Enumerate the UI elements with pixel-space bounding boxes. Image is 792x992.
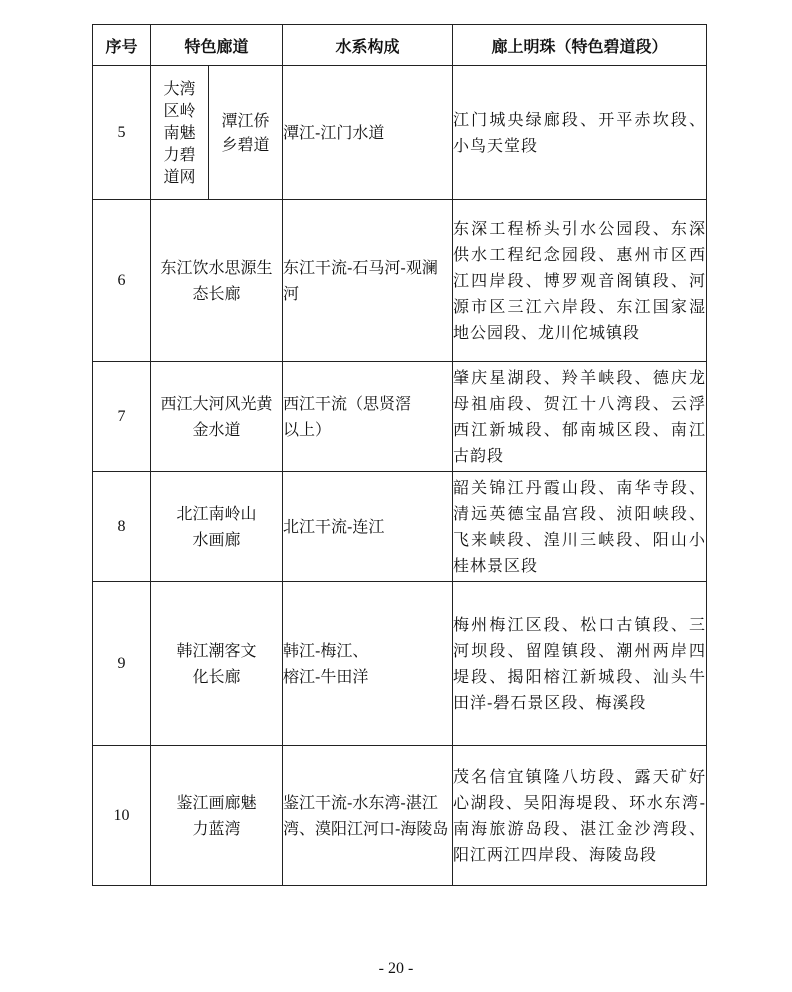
- corridor-name-text: 东江饮水思源生态长廊: [160, 257, 273, 303]
- page-number: - 20 -: [378, 960, 414, 977]
- row-number: 7: [93, 362, 151, 472]
- corridor-name: [151, 746, 283, 886]
- pearl-sections: 韶关锦江丹霞山段、南华寺段、清远英德宝晶宫段、浈阳峡段、飞来峡段、湟川三峡段、阳山小桂林景区段: [453, 472, 707, 582]
- table-row: [93, 200, 707, 362]
- corridor-name-text: 大湾区岭南魅力碧道网: [163, 78, 196, 186]
- water-system: 鉴江干流-水东湾-湛江湾、漠阳江河口-海陵岛: [283, 746, 453, 886]
- row-number: 8: [93, 472, 151, 582]
- water-system: 东江干流-石马河-观澜河: [283, 200, 453, 362]
- header-pearls: 廊上明珠（特色碧道段）: [453, 25, 707, 66]
- row-number: 9: [93, 582, 151, 746]
- corridor-name-text: 北江南岭山水画廊: [176, 503, 257, 549]
- water-system: [283, 362, 453, 472]
- corridor-name-text: 韩江潮客文化长廊: [176, 640, 257, 686]
- corridor-name: [151, 472, 283, 582]
- table-row: [93, 66, 707, 200]
- water-system: 潭江-江门水道: [283, 66, 453, 200]
- water-system-text: 韩江-梅江、榕江-牛田洋: [283, 640, 369, 686]
- pearl-sections: 江门城央绿廊段、开平赤坎段、小鸟天堂段: [453, 66, 707, 200]
- corridor-name: [151, 66, 209, 200]
- corridor-name: [151, 582, 283, 746]
- sub-corridor-name-text: 潭江侨乡碧道: [221, 110, 270, 154]
- row-number: 10: [93, 746, 151, 886]
- pearl-sections: 东深工程桥头引水公园段、东深供水工程纪念园段、惠州市区西江四岸段、博罗观音阁镇段、河源市区三江六岸段、东江国家湿地公园段、龙川佗城镇段: [453, 200, 707, 362]
- table-header-row: [93, 25, 707, 66]
- corridor-name: [151, 362, 283, 472]
- pearl-sections: 肇庆星湖段、羚羊峡段、德庆龙母祖庙段、贺江十八湾段、云浮西江新城段、郁南城区段、南江古韵段: [453, 362, 707, 472]
- table-row: [93, 472, 707, 582]
- row-number: 6: [93, 200, 151, 362]
- pearl-sections: 茂名信宜镇隆八坊段、露天矿好心湖段、吴阳海堤段、环水东湾-南海旅游岛段、湛江金沙湾段、阳江两江四岸段、海陵岛段: [453, 746, 707, 886]
- header-corridor: 特色廊道: [151, 25, 283, 66]
- row-number: 5: [93, 66, 151, 200]
- table-row: [93, 746, 707, 886]
- water-system: 北江干流-连江: [283, 472, 453, 582]
- pearl-sections: 梅州梅江区段、松口古镇段、三河坝段、留隍镇段、潮州两岸四堤段、揭阳榕江新城段、汕头牛田洋-礐石景区段、梅溪段: [453, 582, 707, 746]
- table-row: [93, 582, 707, 746]
- water-system-text: 西江干流（思贤滘以上）: [283, 393, 412, 439]
- header-water-system: 水系构成: [283, 25, 453, 66]
- water-system: [283, 582, 453, 746]
- corridor-name: [151, 200, 283, 362]
- sub-corridor-name: [209, 66, 283, 200]
- corridor-name-text: 鉴江画廊魅力蓝湾: [176, 792, 257, 838]
- corridor-table: [92, 24, 707, 886]
- header-number: 序号: [93, 25, 151, 66]
- table-row: [93, 362, 707, 472]
- corridor-name-text: 西江大河风光黄金水道: [160, 393, 273, 439]
